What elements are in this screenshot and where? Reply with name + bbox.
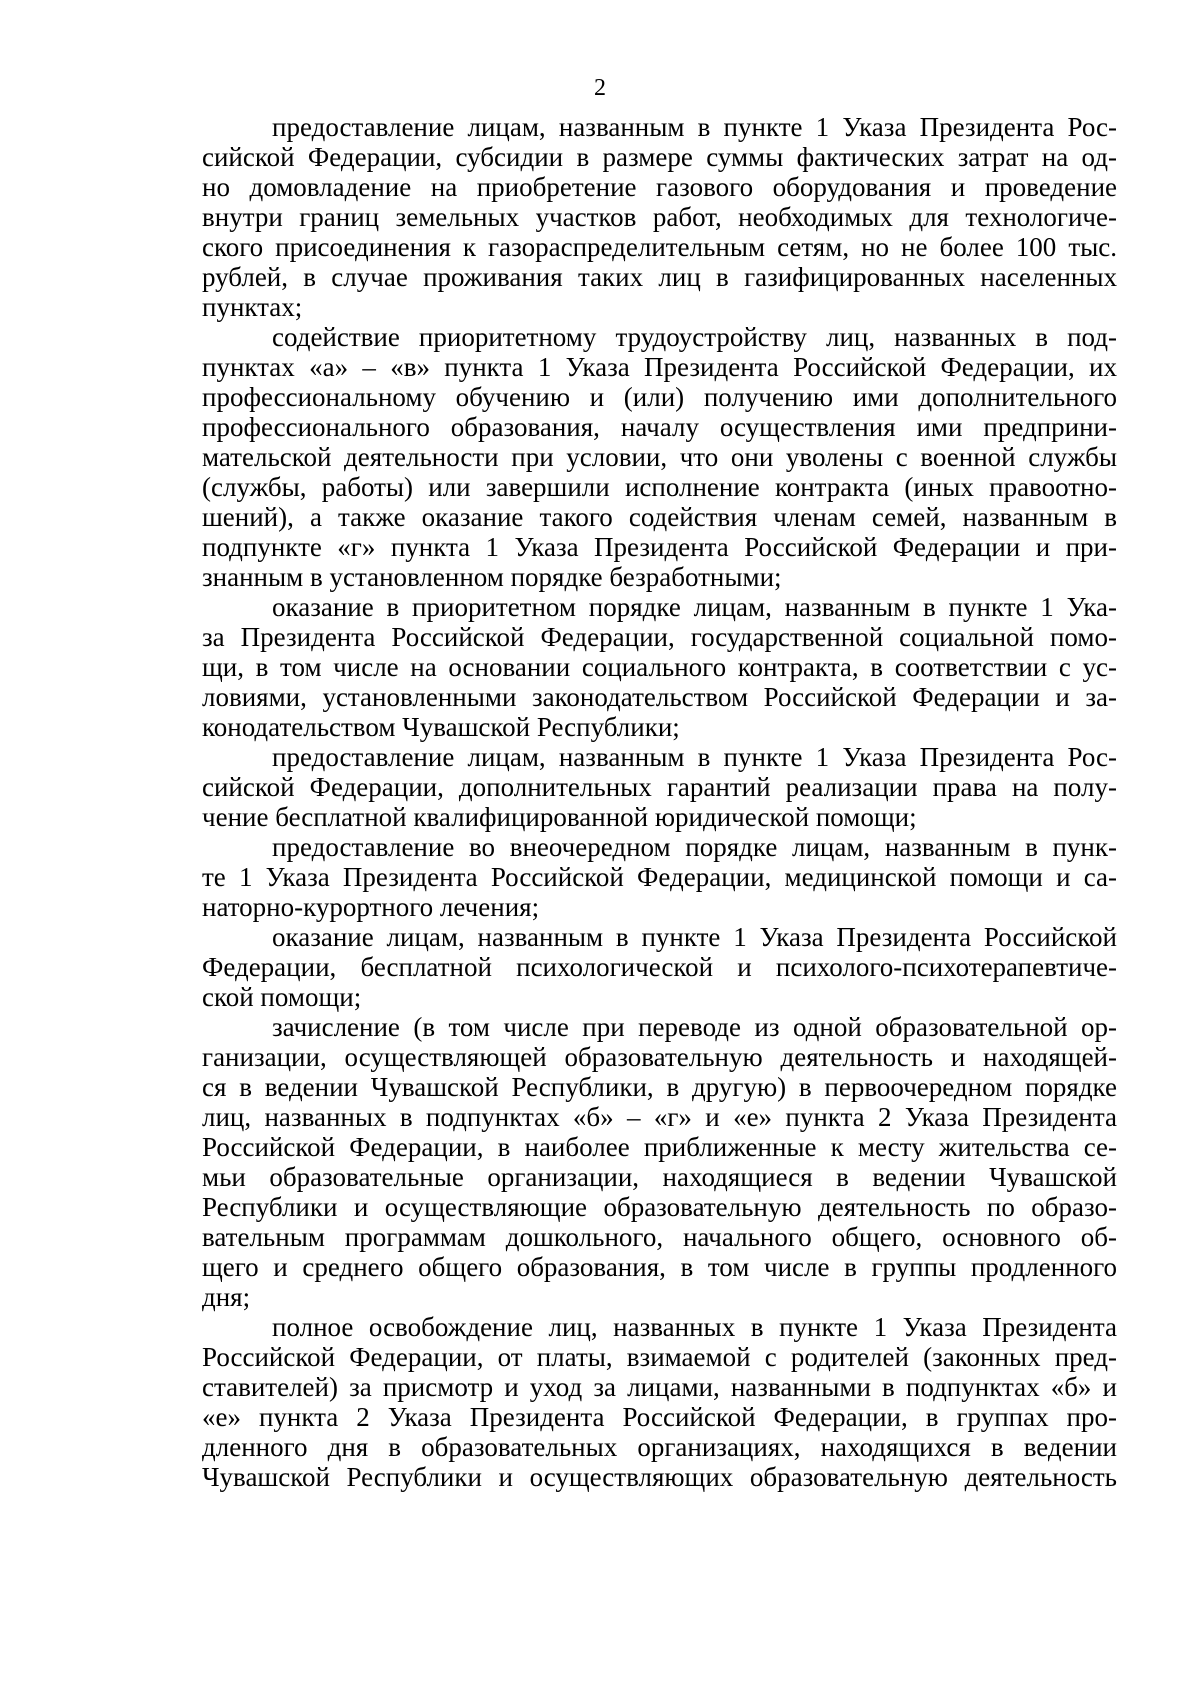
text-line: (службы, работы) или завершили исполнение контракта (иных правоотно- bbox=[202, 472, 1117, 502]
text-line: пунктах; bbox=[202, 292, 303, 322]
text-line: щи, в том числе на основании социального контракта, в соответствии с ус- bbox=[202, 652, 1117, 682]
text-line: лиц, названных в подпунктах «б» – «г» и «е» пункта 2 Указа Президента bbox=[202, 1102, 1117, 1132]
text-line: ской помощи; bbox=[202, 982, 362, 1012]
text-line: мательской деятельности при условии, что они уволены с военной службы bbox=[202, 442, 1117, 472]
text-line: Республики и осуществляющие образовательную деятельность по образо- bbox=[202, 1192, 1117, 1222]
text-line: пунктах «а» – «в» пункта 1 Указа Президента Российской Федерации, их bbox=[202, 352, 1117, 382]
page-number: 2 bbox=[594, 75, 606, 101]
text-line: дленного дня в образовательных организациях, находящихся в ведении bbox=[202, 1432, 1117, 1462]
text-line: но домовладение на приобретение газового оборудования и проведение bbox=[202, 172, 1117, 202]
text-line: ся в ведении Чувашской Республики, в другую) в первоочередном порядке bbox=[202, 1072, 1117, 1102]
text-line: сийской Федерации, субсидии в размере суммы фактических затрат на од- bbox=[202, 142, 1117, 172]
text-line: сийской Федерации, дополнительных гарантий реализации права на полу- bbox=[202, 772, 1117, 802]
text-line: зачисление (в том числе при переводе из одной образовательной ор- bbox=[272, 1012, 1117, 1042]
text-line: наторно-курортного лечения; bbox=[202, 892, 540, 922]
text-line: знанным в установленном порядке безработными; bbox=[202, 562, 782, 592]
text-line: Российской Федерации, от платы, взимаемой с родителей (законных пред- bbox=[202, 1342, 1117, 1372]
paragraph bbox=[202, 322, 1117, 592]
text-line: «е» пункта 2 Указа Президента Российской Федерации, в группах про- bbox=[202, 1402, 1117, 1432]
text-line: Российской Федерации, в наиболее приближенные к месту жительства се- bbox=[202, 1132, 1117, 1162]
paragraph bbox=[202, 922, 1117, 1012]
text-line: ставителей) за присмотр и уход за лицами, названными в подпунктах «б» и bbox=[202, 1372, 1117, 1402]
text-line: вательным программам дошкольного, начального общего, основного об- bbox=[202, 1222, 1117, 1252]
paragraph bbox=[202, 1012, 1117, 1312]
text-line: полное освобождение лиц, названных в пункте 1 Указа Президента bbox=[272, 1312, 1117, 1342]
text-line: ловиями, установленными законодательством Российской Федерации и за- bbox=[202, 682, 1117, 712]
text-line: рублей, в случае проживания таких лиц в газифицированных населенных bbox=[202, 262, 1117, 292]
text-line: конодательством Чувашской Республики; bbox=[202, 712, 680, 742]
text-line: внутри границ земельных участков работ, необходимых для технологиче- bbox=[202, 202, 1117, 232]
text-line: подпункте «г» пункта 1 Указа Президента Российской Федерации и при- bbox=[202, 532, 1117, 562]
text-line: ского присоединения к газораспределительным сетям, но не более 100 тыс. bbox=[202, 232, 1117, 262]
paragraph bbox=[202, 1312, 1117, 1492]
text-line: ганизации, осуществляющей образовательную деятельность и находящей- bbox=[202, 1042, 1117, 1072]
text-line: те 1 Указа Президента Российской Федерации, медицинской помощи и са- bbox=[202, 862, 1117, 892]
text-line: предоставление во внеочередном порядке лицам, названным в пунк- bbox=[272, 832, 1117, 862]
text-line: чение бесплатной квалифицированной юридической помощи; bbox=[202, 802, 917, 832]
text-line: Федерации, бесплатной психологической и психолого-психотерапевтиче- bbox=[202, 952, 1117, 982]
paragraph bbox=[202, 832, 1117, 922]
text-line: предоставление лицам, названным в пункте 1 Указа Президента Рос- bbox=[272, 112, 1117, 142]
text-line: за Президента Российской Федерации, государственной социальной помо- bbox=[202, 622, 1117, 652]
text-line: оказание в приоритетном порядке лицам, названным в пункте 1 Ука- bbox=[272, 592, 1117, 622]
text-line: шений), а также оказание такого содействия членам семей, названным в bbox=[202, 502, 1117, 532]
text-line: дня; bbox=[202, 1282, 251, 1312]
text-line: мьи образовательные организации, находящиеся в ведении Чувашской bbox=[202, 1162, 1117, 1192]
text-line: щего и среднего общего образования, в том числе в группы продленного bbox=[202, 1252, 1117, 1282]
text-line: предоставление лицам, названным в пункте 1 Указа Президента Рос- bbox=[272, 742, 1117, 772]
document-body bbox=[202, 112, 1117, 1492]
text-line: профессионального образования, началу осуществления ими предприни- bbox=[202, 412, 1117, 442]
text-line: профессиональному обучению и (или) получению ими дополнительного bbox=[202, 382, 1117, 412]
text-line: Чувашской Республики и осуществляющих образовательную деятельность bbox=[202, 1462, 1117, 1492]
paragraph bbox=[202, 592, 1117, 742]
text-line: оказание лицам, названным в пункте 1 Указа Президента Российской bbox=[272, 922, 1117, 952]
text-line: содействие приоритетному трудоустройству лиц, названных в под- bbox=[272, 322, 1117, 352]
paragraph bbox=[202, 742, 1117, 832]
paragraph bbox=[202, 112, 1117, 322]
